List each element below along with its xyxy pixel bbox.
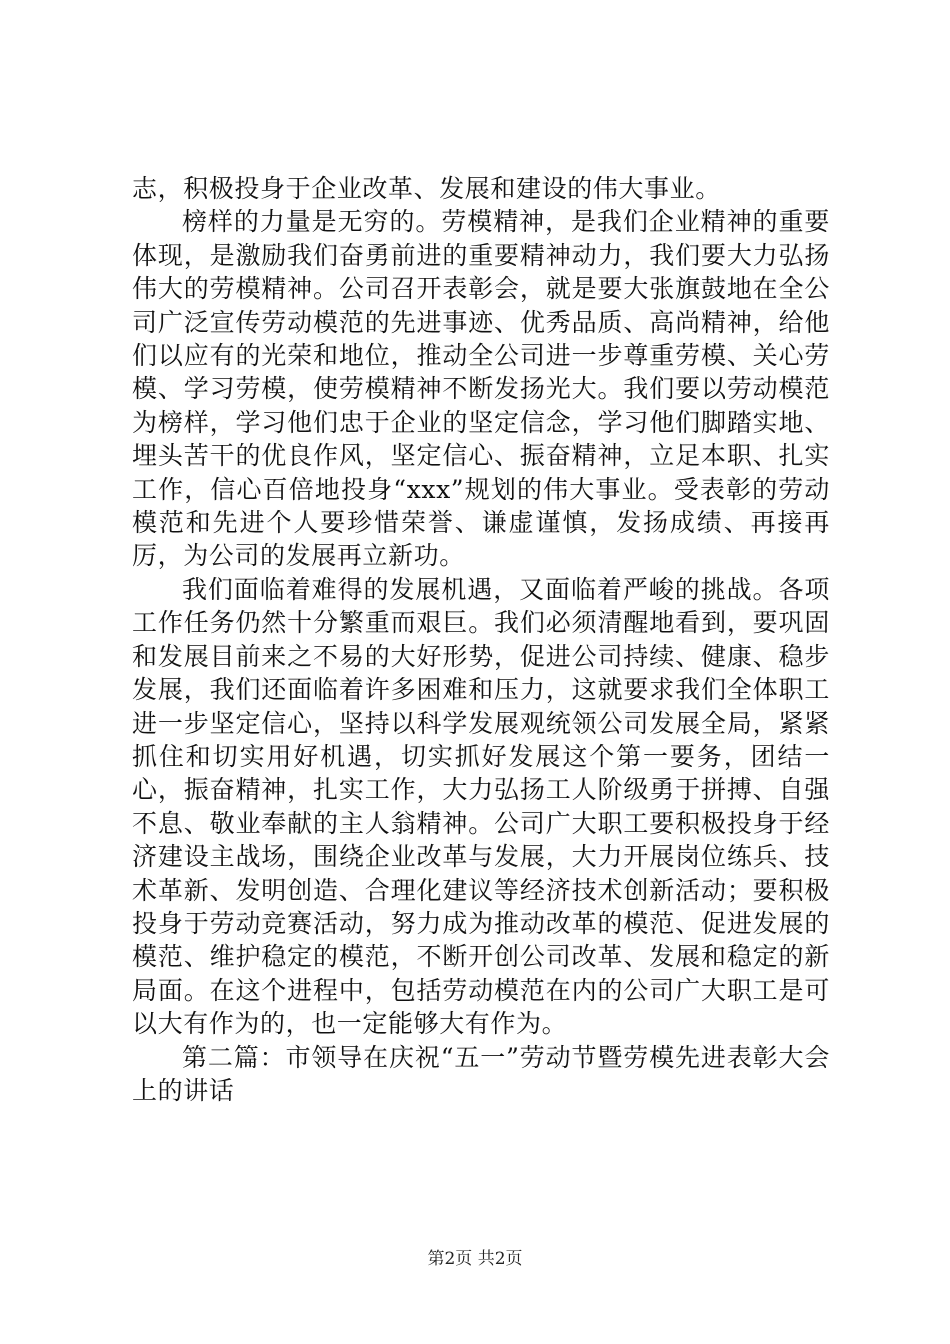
paragraph-2: 榜样的力量是无穷的。劳模精神，是我们企业精神的重要体现，是激励我们奋勇前进的重要精神动力，我们要大力弘扬伟大的劳模精神。公司召开表彰会，就是要大张旗鼓地在全公司广泛宣传劳动模范的先进事迹、优秀品质、高尚精神，给他们以应有的光荣和地位，推动全公司进一步尊重劳模、关心劳模、学习劳模，使劳模精神不断发扬光大。我们要以劳动模范为榜样，学习他们忠于企业的坚定信念，学习他们脚踏实地、埋头苦干的优良作风，坚定信心、振奋精神，立足本职、扎实工作，信心百倍地投身“xxx”规划的伟大事业。受表彰的劳动模范和先进个人要珍惜荣誉、谦虚谨慎，发扬成绩、再接再厉，为公司的发展再立新功。 [132, 207, 830, 571]
paragraph-3: 我们面临着难得的发展机遇，又面临着严峻的挑战。各项工作任务仍然十分繁重而艰巨。我们必须清醒地看到，要巩固和发展目前来之不易的大好形势，促进公司持续、健康、稳步发展，我们还面临着许多困难和压力，这就要求我们全体职工进一步坚定信心，坚持以科学发展观统领公司发展全局，紧紧抓住和切实用好机遇，切实抓好发展这个第一要务，团结一心，振奋精神，扎实工作，大力弘扬工人阶级勇于拼搏、自强不息、敬业奉献的主人翁精神。公司广大职工要积极投身于经济建设主战场，围绕企业改革与发展，大力开展岗位练兵、技术革新、发明创造、合理化建议等经济技术创新活动；要积极投身于劳动竞赛活动，努力成为推动改革的模范、促进发展的模范、维护稳定的模范，不断开创公司改革、发展和稳定的新局面。在这个进程中，包括劳动模范在内的公司广大职工是可以大有作为的，也一定能够大有作为。 [132, 574, 830, 1039]
paragraph-1: 志，积极投身于企业改革、发展和建设的伟大事业。 [132, 174, 721, 203]
page-number-footer: 第2页 共2页 [427, 1249, 523, 1269]
document-body [132, 172, 830, 1107]
section-heading: 第二篇：市领导在庆祝“五一”劳动节暨劳模先进表彰大会上的讲话 [132, 1042, 830, 1105]
